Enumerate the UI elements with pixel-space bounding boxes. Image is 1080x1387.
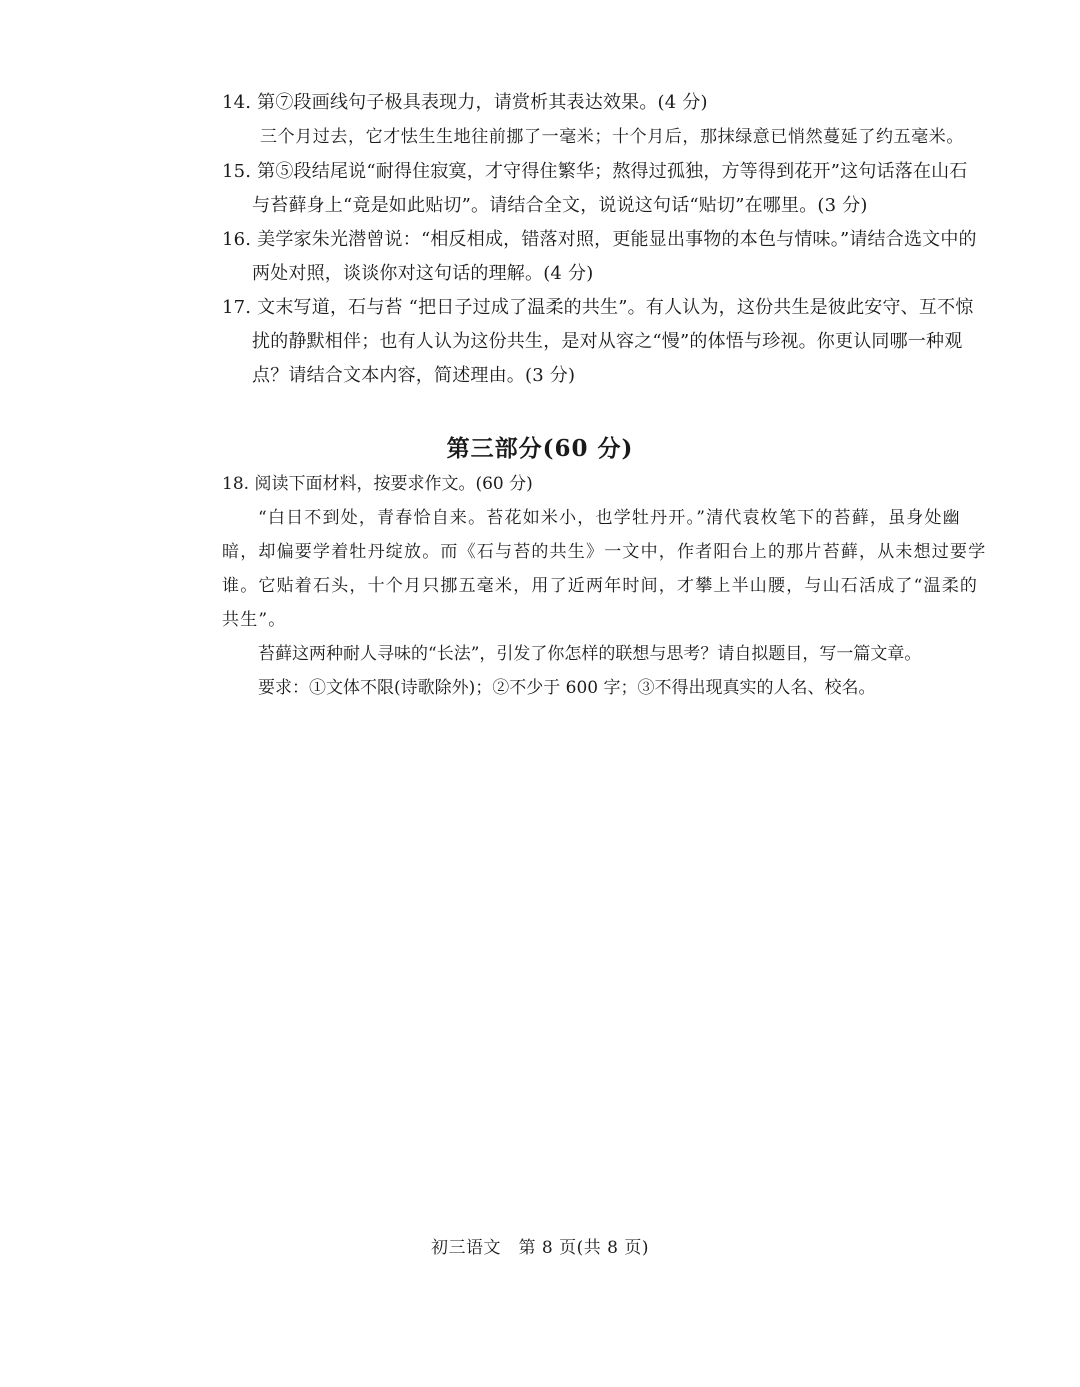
page-footer: 初三语文 第 8 页(共 8 页) xyxy=(430,1238,649,1258)
question-14-quoted-sentence: 三个月过去，它才怯生生地往前挪了一毫米；十个月后，那抹绿意已悄然蔓延了约五毫米。 xyxy=(260,127,964,147)
question-14 xyxy=(222,86,962,120)
question-15 xyxy=(222,155,968,223)
essay-material-line-1: “白日不到处，青春恰自来。苔花如米小，也学牡丹开。”清代袁枚笔下的苔藓，虽身处幽 xyxy=(258,508,961,528)
question-16-line-2: 两处对照，谈谈你对这句话的理解。(4 分) xyxy=(252,263,594,284)
essay-task: 苔藓这两种耐人寻味的“长法”，引发了你怎样的联想与思考？请自拟题目，写一篇文章。 xyxy=(258,644,922,664)
question-16 xyxy=(222,223,977,291)
question-17-line-3: 点？请结合文本内容，简述理由。(3 分) xyxy=(252,365,576,386)
question-15-line-1: 15. 第⑤段结尾说“耐得住寂寞，才守得住繁华；熬得过孤独，方等得到花开”这句话落在山石 xyxy=(222,161,968,182)
question-14-prompt: 14. 第⑦段画线句子极具表现力，请赏析其表达效果。(4 分) xyxy=(222,92,708,113)
essay-prompt: 18. 阅读下面材料，按要求作文。(60 分) xyxy=(222,474,533,494)
section-title: 第三部分(60 分) xyxy=(446,435,634,462)
essay-material-line-2: 暗，却偏要学着牡丹绽放。而《石与苔的共生》一文中，作者阳台上的那片苔藓，从未想过要学 xyxy=(222,542,987,562)
essay-requirements: 要求：①文体不限(诗歌除外)；②不少于 600 字；③不得出现真实的人名、校名。 xyxy=(258,678,876,698)
question-17 xyxy=(222,291,974,393)
question-17-line-1: 17. 文末写道，石与苔 “把日子过成了温柔的共生”。有人认为，这份共生是彼此安守、互不惊 xyxy=(222,297,974,318)
essay-material-line-4: 共生”。 xyxy=(222,610,287,630)
question-17-line-2: 扰的静默相伴；也有人认为这份共生，是对从容之“慢”的体悟与珍视。你更认同哪一种观 xyxy=(252,331,963,352)
essay-material-line-3: 谁。它贴着石头，十个月只挪五毫米，用了近两年时间，才攀上半山腰，与山石活成了“温柔的 xyxy=(222,576,979,596)
question-16-line-1: 16. 美学家朱光潜曾说：“相反相成，错落对照，更能显出事物的本色与情味。”请结合选文中的 xyxy=(222,229,977,250)
essay-question xyxy=(222,467,987,705)
question-15-line-2: 与苔藓身上“竟是如此贴切”。请结合全文，说说这句话“贴切”在哪里。(3 分) xyxy=(252,195,868,216)
